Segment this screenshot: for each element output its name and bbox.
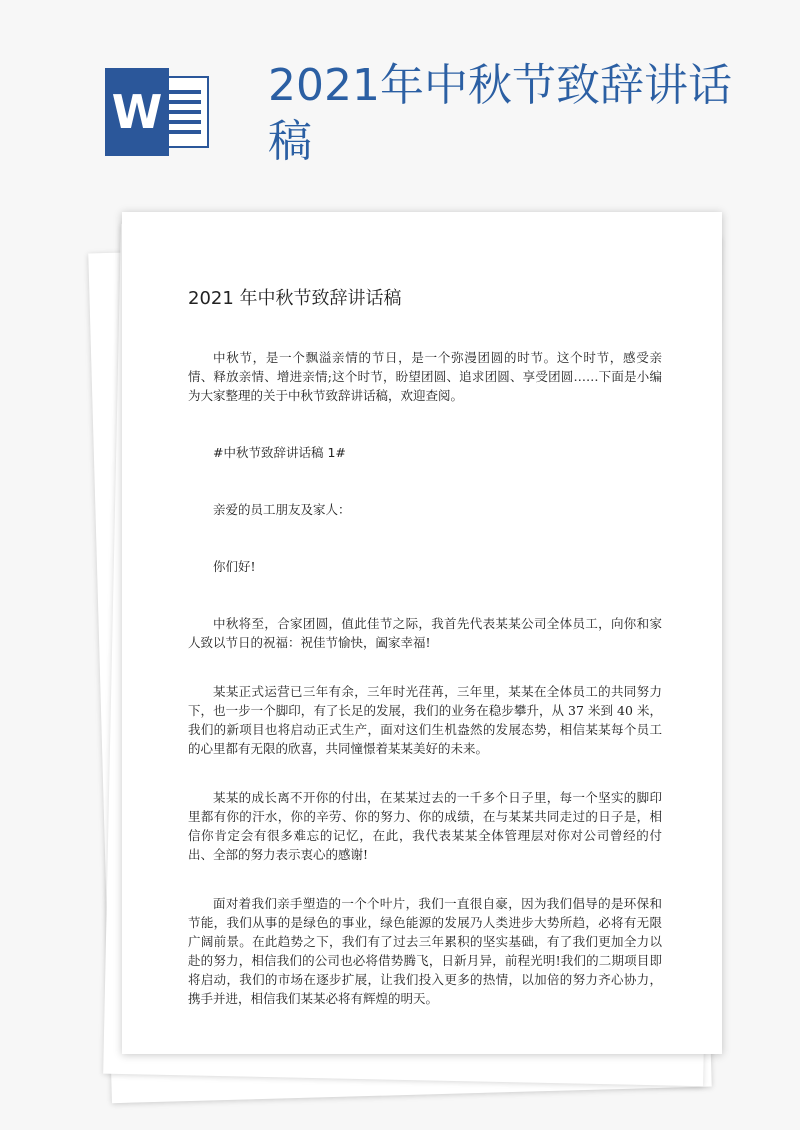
body-paragraph-3: 某某的成长离不开你的付出，在某某过去的一千多个日子里，每一个坚实的脚印里都有你的汗水，你的辛劳、你的努力、你的成绩，在与某某共同走过的日子是，相信你肯定会有很多难忘的记忆，在此，我代表某某全体管理层对你对公司曾经的付出、全部的努力表示衷心的感谢! xyxy=(188,790,662,862)
document-title: 2021 年中秋节致辞讲话稿 xyxy=(188,288,402,309)
page-title: 2021年中秋节致辞讲话稿 xyxy=(268,60,732,167)
body-paragraph-2: 某某正式运营已三年有余，三年时光荏苒，三年里，某某在全体员工的共同努力下，也一步一个脚印，有了长足的发展，我们的业务在稳步攀升，从 37 米到 40 米，我们的新项目也将启动正式生产，面对这们生机盎然的发展态势，相信某某每个员工的心里都有无限的欣喜，共同憧憬着某某美好的未来。 xyxy=(188,684,662,756)
salutation: 亲爱的员工朋友及家人： xyxy=(213,502,351,517)
body-paragraph-4: 面对着我们亲手塑造的一个个叶片，我们一直很自豪，因为我们倡导的是环保和节能，我们从事的是绿色的事业，绿色能源的发展乃人类进步大势所趋，必将有无限广阔前景。在此趋势之下，我们有了过去三年累积的坚实基础，有了我们更加全力以赴的努力，相信我们的公司也必将借势腾飞，日新月异，前程光明!我们的二期项目即将启动，我们的市场在逐步扩展，让我们投入更多的热情，以加倍的努力齐心协力，携手并进，相信我们某某必将有辉煌的明天。 xyxy=(188,896,662,1006)
greeting: 你们好! xyxy=(213,559,256,574)
document-page xyxy=(122,212,722,1054)
intro-paragraph: 中秋节，是一个飘溢亲情的节日，是一个弥漫团圆的时节。这个时节，感受亲情、释放亲情、增进亲情;这个时节，盼望团圆、追求团圆、享受团圆……下面是小编为大家整理的关于中秋节致辞讲话稿，欢迎查阅。 xyxy=(188,350,662,403)
word-icon xyxy=(105,68,213,156)
body-paragraph-1: 中秋将至，合家团圆，值此佳节之际，我首先代表某某公司全体员工，向你和家人致以节日的祝福：祝佳节愉快，阖家幸福! xyxy=(188,616,662,650)
document-body xyxy=(188,348,662,1008)
word-w-letter: W xyxy=(105,68,169,156)
section-heading: #中秋节致辞讲话稿 1# xyxy=(213,445,346,460)
